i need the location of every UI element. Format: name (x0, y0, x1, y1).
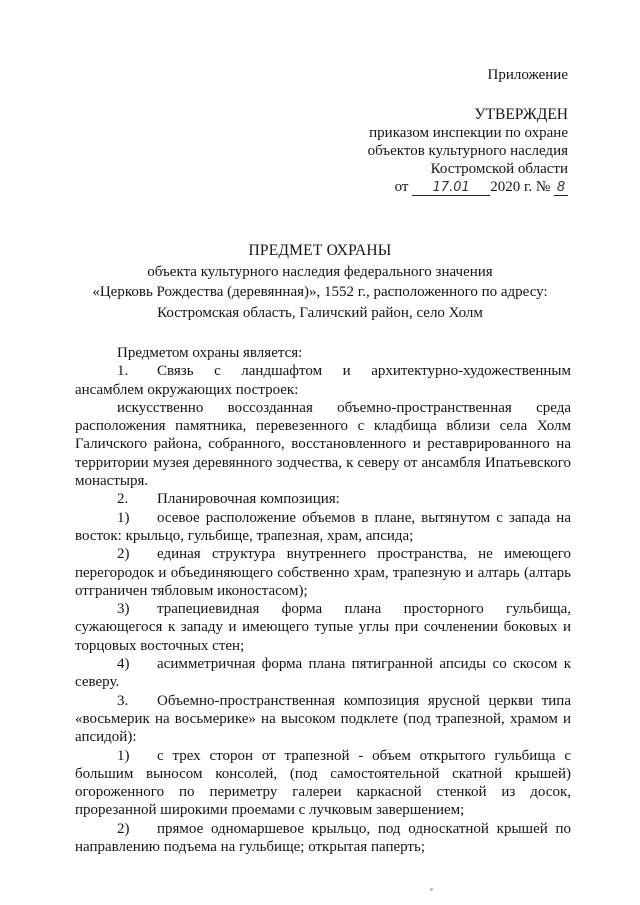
item-text: асимметричная форма плана пятигранной апсиды со скосом к северу. (75, 656, 571, 691)
approved-label: УТВЕРЖДЕН (474, 106, 568, 123)
item-text: с трех сторон от трапезной - объем открытого гульбища с большим выносом консолей, (под самостоятельной скатной крышей) огороженного по периметру галереи каркасной стенкой из досок, прорезанной широкими проемами с лучковым завершением; (75, 747, 571, 819)
approval-block (368, 66, 568, 196)
date-prefix: от (394, 179, 409, 195)
section-2-item-2 (75, 545, 571, 600)
section-2-item-1 (75, 509, 571, 546)
section-3-item-1 (75, 747, 571, 820)
item-text: единая структура внутреннего пространства, не имеющего перегородок и объединяющего собственно храм, трапезную и алтарь (алтарь отграничен тябловым иконостасом); (75, 546, 571, 599)
item-number: 4) (117, 656, 130, 673)
scan-speck (430, 888, 433, 891)
item-number: 1) (117, 747, 130, 764)
handwritten-date: 17.01 (412, 181, 490, 196)
section-3-item-2 (75, 820, 571, 857)
section-3-title-text: Объемно-пространственная композиция ярусной церкви типа «восьмерик на восьмерике» на высоком подклете (под трапезной, храмом и апсидой): (75, 692, 571, 746)
section-2-title-text: Планировочная композиция: (157, 491, 340, 508)
title-line-1: объекта культурного наследия федерального значения (147, 263, 493, 280)
intro-paragraph: Предметом охраны является: (117, 345, 303, 361)
approval-line-2: объектов культурного наследия (367, 143, 568, 159)
section-1-number: 1. (117, 363, 129, 380)
section-3-number: 3. (117, 692, 129, 709)
approval-line-1: приказом инспекции по охране (369, 125, 568, 141)
approval-date-line (368, 178, 568, 196)
title-block (0, 241, 640, 323)
approval-line-3: Костромской области (430, 161, 568, 177)
item-number: 2) (117, 546, 130, 563)
section-1-title (75, 362, 571, 399)
item-text: трапециевидная форма плана просторного гульбища, сужающегося к западу и имеющего тупые углы при сочленении боковых и торцовых восточных стен; (75, 601, 571, 654)
document-heading: ПРЕДМЕТ ОХРАНЫ (248, 242, 392, 259)
section-1-title-text: Связь с ландшафтом и архитектурно-художественным ансамблем окружающих построек: (75, 363, 571, 398)
title-line-2: «Церковь Рождества (деревянная)», 1552 г., расположенного по адресу: (92, 284, 548, 300)
handwritten-number: 8 (554, 181, 568, 196)
section-2-item-3 (75, 600, 571, 655)
item-number: 3) (117, 601, 130, 618)
item-text: осевое расположение объемов в плане, вытянутом с запада на восток: крыльцо, гульбище, трапезная, храм, апсида; (75, 509, 571, 544)
document-body (75, 344, 571, 856)
item-number: 2) (117, 820, 130, 837)
date-year: 2020 г. № (490, 179, 551, 195)
appendix-label: Приложение (487, 67, 568, 83)
section-2-number: 2. (117, 491, 129, 508)
item-text: прямое одномаршевое крыльцо, под односкатной крышей по направлению подъема на гульбище; открытая паперть; (75, 820, 571, 856)
item-number: 1) (117, 509, 130, 526)
title-line-3: Костромская область, Галичский район, село Холм (157, 304, 483, 321)
section-1-text: искусственно воссозданная объемно-пространственная среда расположения памятника, перевезенного с кладбища вблизи села Холм Галичского района, собранного, восстановленного и реставрированного на территории музея деревянного зодчества, к северу от ансамбля Ипатьевского монастыря. (75, 399, 571, 490)
section-2-title (75, 490, 571, 508)
section-2-item-4 (75, 655, 571, 692)
section-3-title (75, 692, 571, 747)
